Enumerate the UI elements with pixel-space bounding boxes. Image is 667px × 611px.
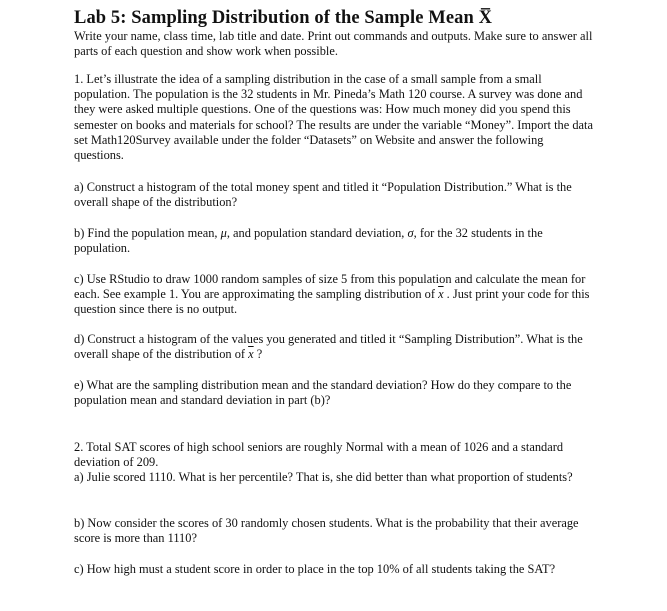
part-c-text-start: c) Use RStudio to draw 1000 random samples of size 5 from this population and calculate the mean for each. See example 1. You are approximating the sampling distribution of xyxy=(74,272,586,302)
sigma-symbol: σ xyxy=(407,226,414,240)
mu-symbol: μ xyxy=(220,226,227,240)
part-d-text-end: ? xyxy=(253,347,263,362)
part-b-text-start: b) Find the population mean, xyxy=(74,226,221,240)
intro-instructions: Write your name, class time, lab title and date. Print out commands and outputs. Make sure to answer all parts of each question and show work when possible. xyxy=(74,29,593,58)
x-bar-symbol: $\overline{x}$ xyxy=(248,347,254,362)
x-bar-symbol: $\overline{x}$ xyxy=(438,287,444,302)
question-2-part-a: a) Julie scored 1110. What is her percentile? That is, she did better than what proportion of students? xyxy=(74,470,573,484)
page-title: Lab 5: Sampling Distribution of the Sample Mean X̅ xyxy=(74,8,493,28)
part-b-text-end: , for the 32 students in the population. xyxy=(74,226,543,256)
question-1-part-d xyxy=(74,332,594,362)
question-2-part-c: c) How high must a student score in order to place in the top 10% of all students taking the SAT? xyxy=(74,562,556,576)
question-1-prompt: 1. Let’s illustrate the idea of a sampling distribution in the case of a small sample from a small population. The population is the 32 students in Mr. Pineda’s Math 120 course. A survey was done and they were asked multiple questions. One of the questions was: How much money did you spend this semester on books and materials for school? The results are under the variable “Money”. Import the data set Math120Survey available under the folder “Datasets” on Website and answer the following questions. xyxy=(74,72,593,163)
part-b-text-mid: , and population standard deviation, xyxy=(226,226,408,240)
question-1-part-b xyxy=(74,226,594,256)
question-1-part-a: a) Construct a histogram of the total money spent and titled it “Population Distribution.” What is the overall shape of the distribution? xyxy=(74,180,572,210)
part-c-text-end: . Just print your code for this question since there is no output. xyxy=(74,287,590,317)
question-1-part-c xyxy=(74,272,594,318)
part-d-text-start: d) Construct a histogram of the values you generated and titled it “Sampling Distribution”. What is the overall shape of the distribution of xyxy=(74,332,583,362)
question-2-part-b: b) Now consider the scores of 30 randomly chosen students. What is the probability that their average score is more than 1110? xyxy=(74,516,579,546)
question-2-prompt: 2. Total SAT scores of high school seniors are roughly Normal with a mean of 1026 and a standard deviation of 209. xyxy=(74,440,564,470)
question-1-part-e: e) What are the sampling distribution mean and the standard deviation? How do they compare to the population mean and standard deviation in part (b)? xyxy=(74,378,572,408)
